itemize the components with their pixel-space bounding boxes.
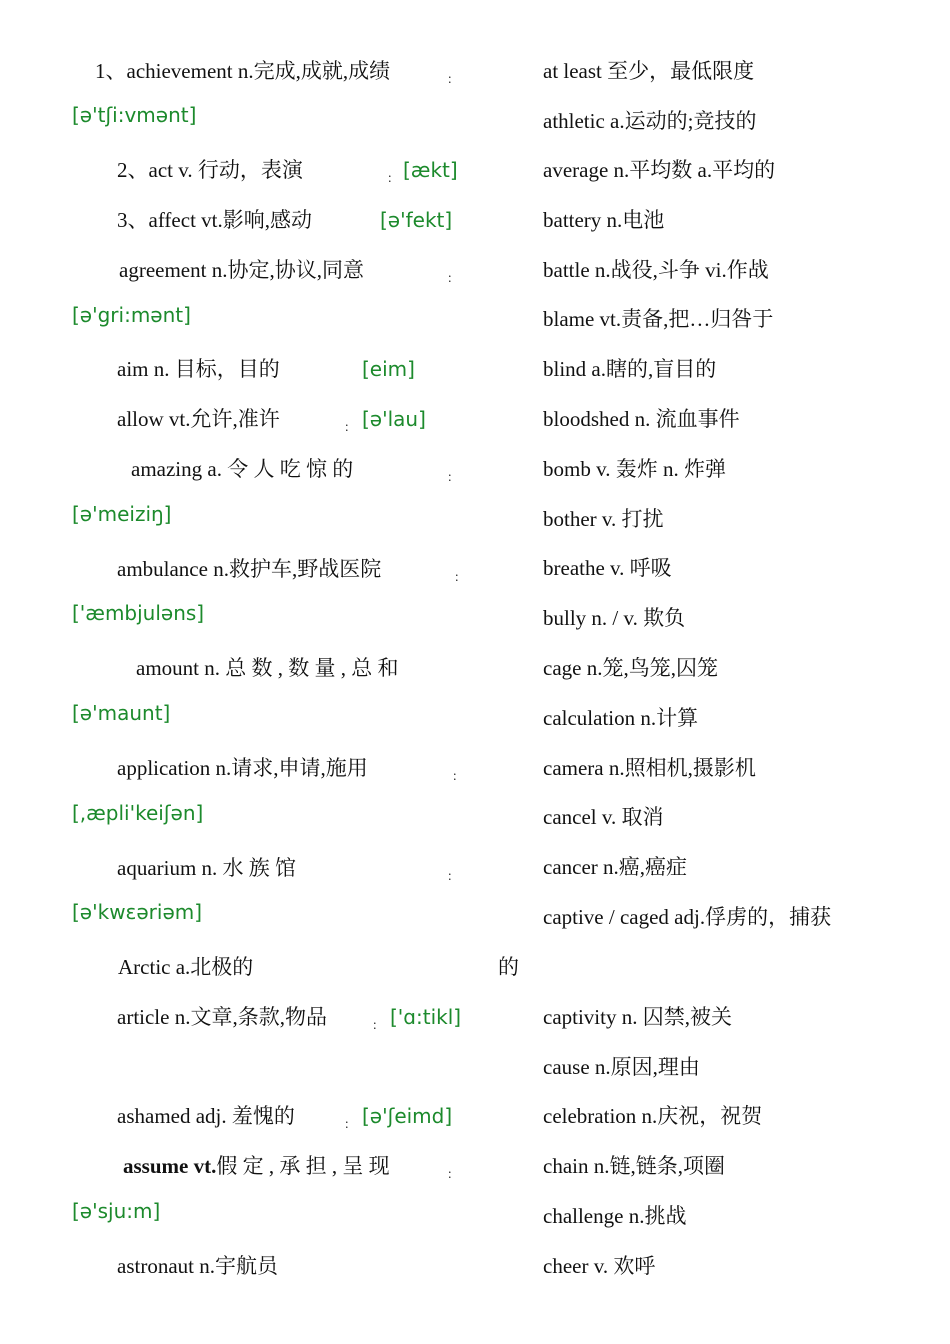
phonetic-achievement: [ə'tʃi:vmənt]	[72, 103, 197, 127]
vocab-term-astronaut: astronaut n.宇航员	[117, 1254, 278, 1278]
vocab-term-cancer: cancer n.癌,癌症	[543, 855, 688, 879]
vocab-term-article: article n.文章,条款,物品	[117, 1005, 327, 1029]
vocab-term-act: 2、act v. 行动，表演	[117, 158, 303, 182]
vocab-term-cause: cause n.原因,理由	[543, 1055, 700, 1079]
vocab-term-achievement: 1、achievement n.完成,成就,成绩	[95, 59, 391, 83]
vocab-term-bomb: bomb v. 轰炸 n. 炸弹	[543, 457, 726, 481]
vocab-term-arctic: Arctic a.北极的	[118, 955, 254, 979]
phonetic-affect: [ə'fekt]	[380, 208, 453, 232]
phonetic-agreement: [ə'gri:mənt]	[72, 303, 191, 327]
vocab-term-cage: cage n.笼,鸟笼,囚笼	[543, 656, 718, 680]
vocab-term-assume-head: assume vt.	[123, 1154, 217, 1178]
phonetic-amazing: [ə'meiziŋ]	[72, 502, 172, 526]
colon-mark: ：	[372, 1018, 385, 1032]
colon-mark: ：	[447, 1167, 460, 1181]
vocab-term-application: application n.请求,申请,施用	[117, 756, 368, 780]
phonetic-ashamed: [ə'ʃeimd]	[362, 1104, 453, 1128]
vocab-term-blame: blame vt.责备,把…归咎于	[543, 307, 774, 331]
colon-mark: ：	[452, 769, 465, 783]
vocab-term-at-least: at least 至少，最低限度	[543, 59, 755, 83]
vocab-term-challenge: challenge n.挑战	[543, 1204, 687, 1228]
vocab-term-allow: allow vt.允许,准许	[117, 407, 280, 431]
vocab-term-captivity: captivity n. 囚禁,被关	[543, 1005, 732, 1029]
vocab-term-blind: blind a.瞎的,盲目的	[543, 357, 717, 381]
phonetic-article: ['ɑ:tikl]	[390, 1005, 462, 1029]
colon-mark: ：	[447, 271, 460, 285]
phonetic-allow: [ə'lau]	[362, 407, 426, 431]
vocab-term-assume	[123, 1153, 390, 1179]
vocab-term-ashamed: ashamed adj. 羞愧的	[117, 1104, 295, 1128]
colon-mark: ：	[447, 470, 460, 484]
vocab-term-calculation: calculation n.计算	[543, 706, 699, 730]
vocab-term-camera: camera n.照相机,摄影机	[543, 756, 756, 780]
phonetic-application: [,æpli'keiʃən]	[72, 801, 204, 825]
vocab-term-celebration: celebration n.庆祝，祝贺	[543, 1104, 763, 1128]
phonetic-assume: [ə'sju:m]	[72, 1199, 161, 1223]
vocab-term-aim: aim n. 目标，目的	[117, 357, 280, 381]
phonetic-aim: [eim]	[362, 357, 415, 381]
vocab-term-amount: amount n. 总 数 , 数 量 , 总 和	[136, 656, 399, 680]
vocab-term-athletic: athletic a.运动的;竞技的	[543, 109, 757, 133]
colon-mark: ：	[447, 72, 460, 86]
vocab-term-affect: 3、affect vt.影响,感动	[117, 208, 312, 232]
phonetic-ambulance: ['æmbjuləns]	[72, 601, 205, 625]
vocab-term-battle: battle n.战役,斗争 vi.作战	[543, 258, 769, 282]
vocab-term-agreement: agreement n.协定,协议,同意	[119, 258, 364, 282]
vocab-term-breathe: breathe v. 呼吸	[543, 556, 672, 580]
phonetic-aquarium: [ə'kwɛəriəm]	[72, 900, 203, 924]
vocab-term-battery: battery n.电池	[543, 208, 665, 232]
vocab-term-bully: bully n. / v. 欺负	[543, 606, 686, 630]
vocab-term-ambulance: ambulance n.救护车,野战医院	[117, 557, 382, 581]
vocab-term-chain: chain n.链,链条,项圈	[543, 1154, 725, 1178]
vocab-term-average: average n.平均数 a.平均的	[543, 158, 776, 182]
phonetic-act: [ækt]	[403, 158, 458, 182]
colon-mark: ：	[344, 420, 357, 434]
vocab-term-captive-wrap: 的	[498, 955, 519, 979]
vocab-term-amazing: amazing a. 令 人 吃 惊 的	[131, 457, 354, 481]
colon-mark: ：	[344, 1117, 357, 1131]
vocab-term-cheer: cheer v. 欢呼	[543, 1254, 656, 1278]
colon-mark: ：	[454, 570, 467, 584]
colon-mark: ：	[387, 171, 400, 185]
vocab-term-cancel: cancel v. 取消	[543, 805, 664, 829]
vocab-term-aquarium: aquarium n. 水 族 馆	[117, 856, 297, 880]
vocab-term-captive: captive / caged adj.俘虏的，捕获	[543, 905, 832, 929]
vocab-term-bloodshed: bloodshed n. 流血事件	[543, 407, 740, 431]
vocab-term-bother: bother v. 打扰	[543, 507, 664, 531]
phonetic-amount: [ə'maunt]	[72, 701, 171, 725]
colon-mark: ：	[447, 869, 460, 883]
vocab-term-assume-meaning: 假 定 , 承 担 , 呈 现	[216, 1154, 390, 1178]
